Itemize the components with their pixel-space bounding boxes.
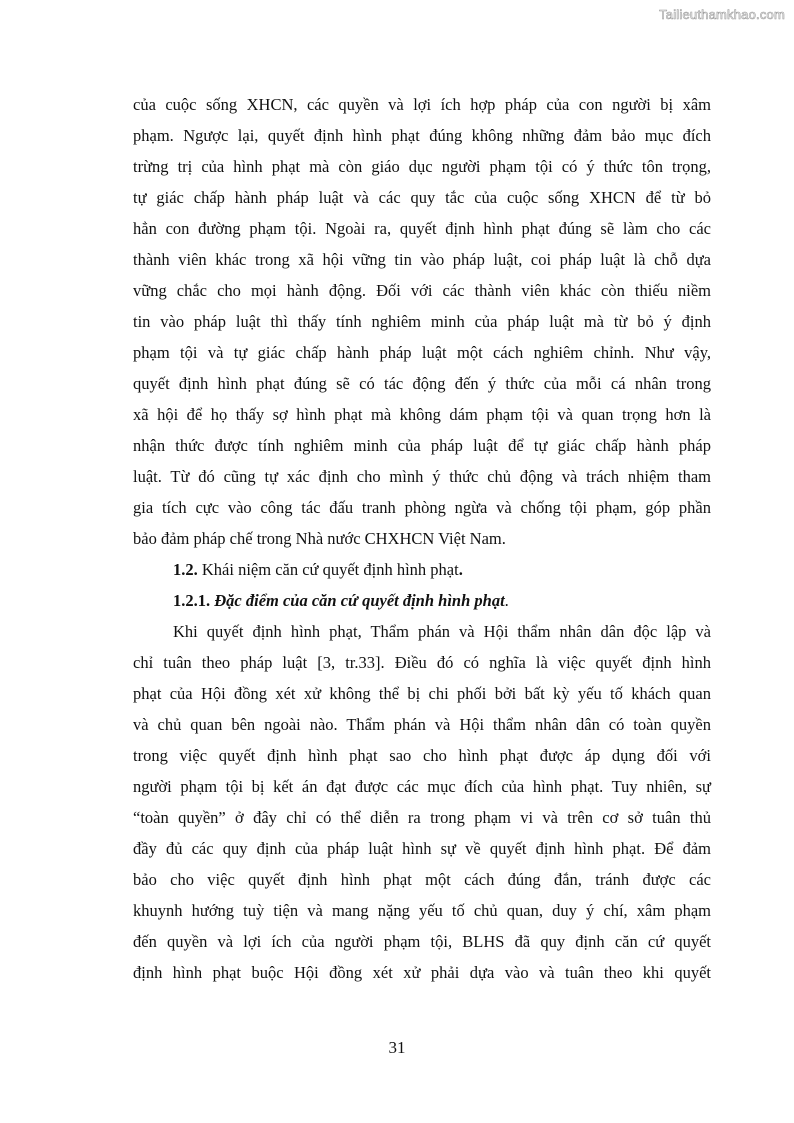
subsection-end: . bbox=[504, 591, 509, 610]
text-line: trong việc quyết định hình phạt sao cho hình phạt được áp dụng đối với bbox=[133, 746, 711, 765]
section-number: 1.2. bbox=[173, 560, 198, 579]
text-line: gia tích cực vào công tác đấu tranh phòng ngừa và chống tội phạm, góp phần bbox=[133, 498, 711, 517]
subsection-title: Đặc điểm của căn cứ quyết định hình phạt bbox=[214, 591, 505, 610]
page-number: 31 bbox=[388, 1038, 406, 1057]
text-line: thành viên khác trong xã hội vững tin vào pháp luật, coi pháp luật là chỗ dựa bbox=[133, 250, 711, 269]
text-line: xã hội để họ thấy sợ hình phạt mà không dám phạm tội và quan trọng hơn là bbox=[133, 405, 711, 424]
paragraph-2 bbox=[133, 616, 711, 988]
text-line: định hình phạt buộc Hội đồng xét xử phải dựa vào và tuân theo khi quyết bbox=[133, 963, 711, 982]
text-line: chỉ tuân theo pháp luật [3, tr.33]. Điều đó có nghĩa là việc quyết định hình bbox=[133, 653, 711, 672]
subsection-number: 1.2.1. bbox=[173, 591, 211, 610]
section-heading-1-2-1 bbox=[133, 585, 711, 616]
text-line: của cuộc sống XHCN, các quyền và lợi ích hợp pháp của con người bị xâm bbox=[133, 95, 711, 114]
text-line: tin vào pháp luật thì thấy tính nghiêm minh của pháp luật mà từ bỏ ý định bbox=[133, 312, 711, 331]
paragraph-1 bbox=[133, 89, 711, 554]
text-line: phạm tội và tự giác chấp hành pháp luật một cách nghiêm chỉnh. Như vậy, bbox=[133, 343, 711, 362]
section-title: Khái niệm căn cứ quyết định hình phạt bbox=[197, 560, 459, 579]
text-line: bảo cho việc quyết định hình phạt một cách đúng đắn, tránh được các bbox=[133, 870, 711, 889]
text-line: quyết định hình phạt đúng sẽ có tác động đến ý thức của mỗi cá nhân trong bbox=[133, 374, 711, 393]
text-line: bảo đảm pháp chế trong Nhà nước CHXHCN Việt Nam. bbox=[133, 529, 506, 548]
page-body bbox=[133, 89, 711, 988]
text-line: phạm. Ngược lại, quyết định hình phạt đúng không những đảm bảo mục đích bbox=[133, 126, 711, 145]
text-line: người phạm tội bị kết án đạt được các mục đích của hình phạt. Tuy nhiên, sự bbox=[133, 777, 711, 796]
text-line: hẳn con đường phạm tội. Ngoài ra, quyết định hình phạt đúng sẽ làm cho các bbox=[133, 219, 711, 238]
text-line: đầy đủ các quy định của pháp luật hình sự về quyết định hình phạt. Để đảm bbox=[133, 839, 711, 858]
text-line: đến quyền và lợi ích của người phạm tội, BLHS đã quy định căn cứ quyết bbox=[133, 932, 711, 951]
text-line: “toàn quyền” ở đây chỉ có thể diễn ra trong phạm vi và trên cơ sở tuân thủ bbox=[133, 808, 711, 827]
text-line: nhận thức được tính nghiêm minh của pháp luật để tự giác chấp hành pháp bbox=[133, 436, 711, 455]
section-end: . bbox=[458, 560, 463, 579]
text-line: phạt của Hội đồng xét xử không thể bị chi phối bởi bất kỳ yếu tố khách quan bbox=[133, 684, 711, 703]
watermark: Tailieuthamkhao.com bbox=[659, 7, 785, 22]
text-line: luật. Từ đó cũng tự xác định cho mình ý thức chủ động và trách nhiệm tham bbox=[133, 467, 711, 486]
text-line: tự giác chấp hành pháp luật và các quy tắc của cuộc sống XHCN để từ bỏ bbox=[133, 188, 711, 207]
text-line: và chủ quan bên ngoài nào. Thẩm phán và Hội thẩm nhân dân có toàn quyền bbox=[133, 715, 711, 734]
text-line: khuynh hướng tuỳ tiện và mang nặng yếu tố chủ quan, duy ý chí, xâm phạm bbox=[133, 901, 711, 920]
text-line: vững chắc cho mọi hành động. Đối với các thành viên khác còn thiếu niềm bbox=[133, 281, 711, 300]
section-heading-1-2 bbox=[133, 554, 711, 585]
text-line: trừng trị của hình phạt mà còn giáo dục người phạm tội có ý thức tôn trọng, bbox=[133, 157, 711, 176]
text-line: Khi quyết định hình phạt, Thẩm phán và Hội thẩm nhân dân độc lập và bbox=[173, 622, 711, 641]
